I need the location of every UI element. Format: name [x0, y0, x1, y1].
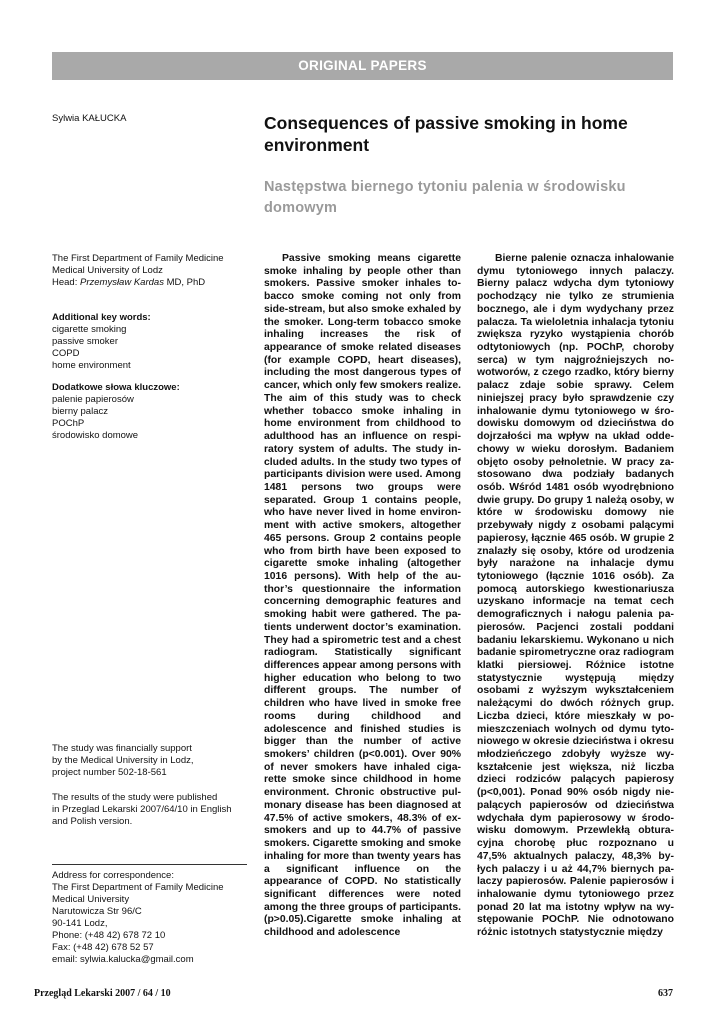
head-prefix: Head: [52, 277, 80, 288]
correspondence-line: Medical University [52, 894, 130, 905]
correspondence-block [52, 870, 252, 966]
keyword-item: home environment [52, 360, 131, 371]
keyword-item: POChP [52, 418, 85, 429]
funding-line: project number 502-18-561 [52, 767, 167, 778]
abstract-polish: Bierne palenie oznacza inhalowanie dymu tytoniowego innych palaczy. Bierny palacz wdycha dym tytoniowy pochodzący nie tylko ze strumienia bocznego, ale i dym wydychany przez palacza. Ta wieloletnia inhalacja tytoniu zwiększa ryzyko wystąpienia chorób odtytoniowych (np. POChP, choroby serca) w tym najgroźniejszych nowotworów, z czego rzadko, który bierny palacz zdaje sobie sprawy. Celem niniejszej pracy było sprawdzenie czy inhalowanie dymu tytoniowego w środowisku domowym od dzieciństwa do dojrzałości ma wpływ na układ oddechowy w wieku dorosłym. Badaniem objęto osoby pełnoletnie. W pracy zastosowano dwa podziały badanych osób. Wśród 1481 osób wyodrębniono dwie grupy. Do grupy 1 należą osoby, w które w środowisku domowy nie przebywały nigdy z osobami palącymi papierosy, łącznie 465 osób. W grupie 2 znalazły się osoby, które od urodzenia były narażone na inhalacje dymu tytoniowego (łącznie 1016 osób). Za pomocą autorskiego kwestionariusza uzyskano informacje na temat cech demograficznych i nałogu palenia papierosów. Pacjenci zostali poddani badaniu lekarskiemu. Wykonano u nich badanie spirometryczne oraz radiogram klatki piersiowej. Różnice istotne statystycznie występują między osobami z wyższym wykształceniem należącymi do dwóch różnych grup. Liczba dzieci, które mieszkały w pomieszczeniach wolnych od dymu tytoniowego w okresie dzieciństwa i okresu młodzieńczego zdobyły wyższe wykształcenie jest większa, niż liczba dzieci rodziców palących papierosy (p<0,001). Ponad 90% osób nigdy niepalących papierosów od dzieciństwa wdychała dym papierosowy w środowisku domowym. Przewlekłą obturacyjna chorobę płuc rozpoznano u 47,5% aktualnych palaczy, 48,3% byłych palaczy i u aż 44,7% biernych palaczy papierosów. Palenie papierosów i inhalowanie dymu tytoniowego przez ponad 20 lat ma istotny wpływ na występowanie POChP. Nie odnotowano różnic istotnych statystycznie między [477, 253, 674, 939]
page-number: 637 [658, 988, 673, 999]
correspondence-fax: Fax: (+48 42) 678 52 57 [52, 942, 154, 953]
keywords-english [52, 312, 252, 372]
abstract-english-column [264, 253, 461, 963]
keyword-item: cigarette smoking [52, 324, 127, 335]
article-title: Consequences of passive smoking in home environment [264, 113, 628, 155]
keyword-item: środowisko domowe [52, 430, 139, 441]
article-subtitle-polish: Następstwa biernego tytoniu palenia w środowisku domowym [264, 179, 626, 216]
publication-line: and Polish version. [52, 816, 133, 827]
keyword-item: COPD [52, 348, 80, 359]
divider-rule [52, 864, 247, 865]
keyword-item: palenie papierosów [52, 394, 134, 405]
publication-note [52, 792, 252, 828]
publication-line: The results of the study were published [52, 792, 218, 803]
funding-line: by the Medical University in Lodz, [52, 755, 194, 766]
keyword-item: passive smoker [52, 336, 118, 347]
keyword-item: bierny palacz [52, 406, 108, 417]
abstract-polish-column [477, 253, 674, 963]
affiliation-head [52, 277, 252, 289]
funding-note [52, 743, 252, 779]
correspondence-line: Narutowicza Str 96/C [52, 906, 142, 917]
correspondence-line: The First Department of Family Medicine [52, 882, 224, 893]
affiliation-line: The First Department of Family Medicine [52, 253, 224, 264]
section-banner: ORIGINAL PAPERS [52, 52, 673, 80]
correspondence-phone: Phone: (+48 42) 678 72 10 [52, 930, 166, 941]
author-name: Sylwia KAŁUCKA [52, 113, 127, 124]
head-name: Przemysław Kardas [80, 277, 164, 288]
journal-footer: Przegląd Lekarski 2007 / 64 / 10 [34, 988, 171, 999]
correspondence-email[interactable]: email: sylwia.kalucka@gmail.com [52, 954, 194, 965]
keywords-polish [52, 382, 252, 442]
affiliation-line: Medical University of Lodz [52, 265, 163, 276]
head-suffix: MD, PhD [163, 277, 206, 288]
correspondence-line: 90-141 Lodz, [52, 918, 108, 929]
correspondence-heading: Address for correspondence: [52, 870, 174, 881]
funding-line: The study was financially support [52, 743, 192, 754]
abstract-english: Passive smoking means cigarette smoke inhaling by people other than smokers. Passive smoker inhales tobacco smoke coming not only from side-stream, but also smoke exhaled by the smoker. Long-term tobacco smoke inhaling increases the risk of appearance of smoke related diseases (for example COPD, heart diseases), including the most dangerous types of cancer, which only few smokers realize. The aim of this study was to check whether tobacco smoke inhaling in home environment from childhood to adulthood has an influence on respiratory system of adults. The study included adults. In the study two types of participants division were used. Among 1481 persons two groups were separated. Group 1 contains people, who have never lived in home environment with active smokers, altogether 465 persons. Group 2 contains people who from birth have been exposed to cigarette smoke inhaling (altogether 1016 persons). With help of the author’s questionnaire the information concerning demographic features and smoking habit were gathered. The patients underwent doctor’s examination. They had a spirometric test and a chest radiogram. Statistically significant differences appear among persons with higher education who belong to two different groups. The number of children who have lived in smoke free rooms during childhood and adolescence and finished studies is bigger than the number of active smokers’ children (p<0.001). Over 90% of never smokers have inhaled cigarette smoke since childhood in home environment. Chronic obstructive pulmonary disease has been diagnosed at 47.5% of active smokers, 48.3% of ex-smokers and up to 44.7% of passive smokers. Cigarette smoking and smoke inhaling for more than twenty years has a significant influence on the appearance of COPD. No statistically significant differences were noted among the three groups of participants. (p>0.05).Cigarette smoke inhaling at childhood and adolescence [264, 253, 461, 939]
publication-line: in Przeglad Lekarski 2007/64/10 in English [52, 804, 232, 815]
keywords-heading: Additional key words: [52, 312, 151, 323]
affiliation-block [52, 253, 252, 289]
keywords-heading: Dodatkowe słowa kluczowe: [52, 382, 180, 393]
